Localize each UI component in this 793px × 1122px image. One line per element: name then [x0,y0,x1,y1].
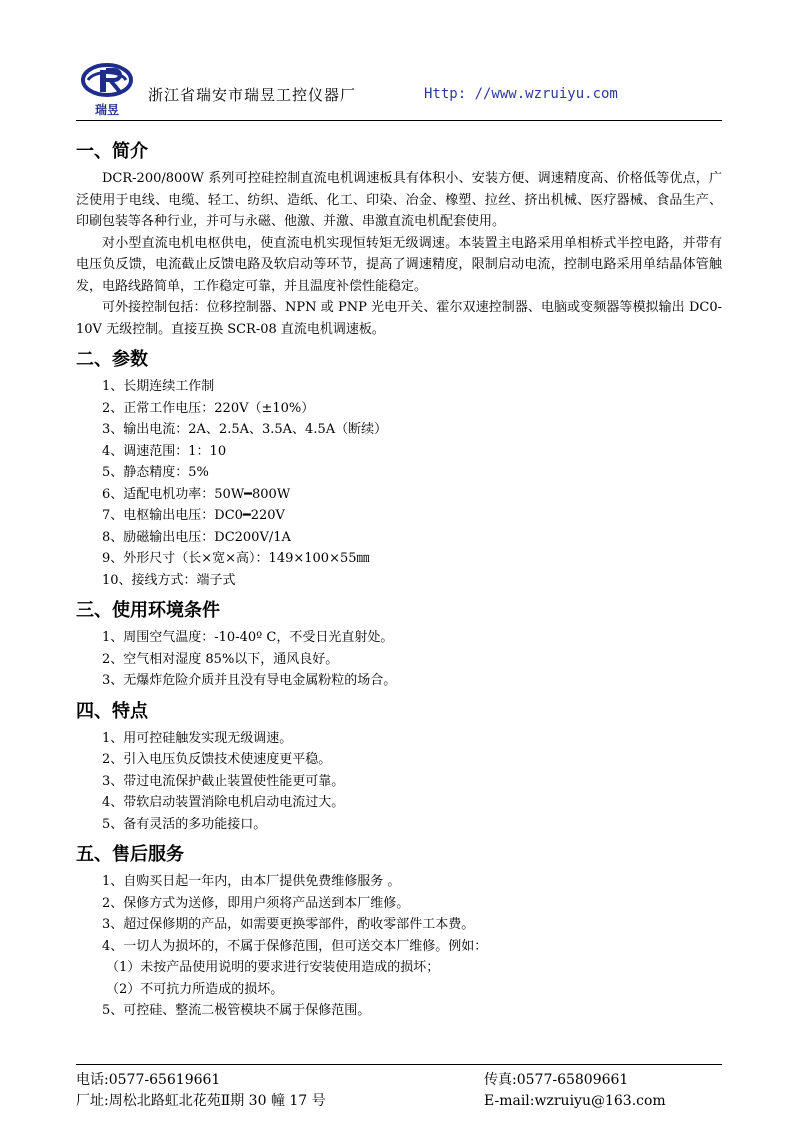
list-item: 10、接线方式：端子式 [102,572,236,588]
list-item: 3、超过保修期的产品，如需要更换零部件，酌收零部件工本费。 [102,917,475,932]
footer-divider [76,1064,722,1065]
section-title-service: 五、售后服务 [76,844,184,865]
list-item: 3、带过电流保护截止装置使性能更可靠。 [102,773,345,789]
footer-address: 厂址:周松北路虹北花苑Ⅱ期 30 幢 17 号 [76,1093,326,1109]
logo-text: 瑞昱 [94,103,120,117]
header-divider [76,120,722,121]
list-item: 4、一切人为损坏的，不属于保修范围，但可送交本厂维修。例如： [102,938,488,954]
list-item: 9、外形尺寸（长×宽×高）：149×100×55㎜ [102,551,370,566]
footer-fax: 传真:0577-65809661 [484,1072,629,1088]
service-list [76,871,722,1022]
intro-paragraph: DCR-200/800W 系列可控硅控制直流电机调速板具有体积小、安装方便、调速精度高、价格低等优点，广泛使用于电线、电缆、轻工、纺织、造纸、化工、印染、冶金、橡塑、拉丝、挤出机械、医疗器械、食品生产、印刷包装等各种行业，并可与永磁、他激、并激、串激直流电机配套使用。 [76,171,722,229]
intro-paragraph: 可外接控制包括：位移控制器、NPN 或 PNP 光电开关、霍尔双速控制器、电脑或变频器等模拟输出 DC0-10V 无级控制。直接互换 SCR-08 直流电机调速板。 [76,300,722,337]
list-item: 3、无爆炸危险介质并且没有导电金属粉粒的场合。 [102,673,397,688]
section-title-env: 三、使用环境条件 [76,600,220,621]
params-list [76,376,722,591]
list-item: （1）未按产品使用说明的要求进行安装使用造成的损坏； [106,960,440,975]
list-item: 1、用可控硅触发实现无级调速。 [102,730,293,746]
document-body [76,140,722,1022]
list-item: （2）不可抗力所造成的损坏。 [106,981,284,997]
section-title-intro: 一、简介 [76,141,148,162]
page-header [76,56,722,120]
list-item: 1、周围空气温度：-10-40º C，不受日光直射处。 [102,630,394,645]
section-title-params: 二、参数 [76,349,148,370]
list-item: 2、引入电压负反馈技术使速度更平稳。 [102,752,332,767]
features-list [76,728,722,836]
list-item: 4、调速范围：1：10 [102,443,227,459]
list-item: 6、适配电机功率：50W━800W [102,486,291,502]
list-item: 1、长期连续工作制 [102,379,215,394]
list-item: 5、备有灵活的多功能接口。 [102,816,267,832]
list-item: 5、静态精度：5% [102,465,209,480]
list-item: 8、励磁输出电压：DC200V/1A [102,529,291,545]
list-item: 2、正常工作电压：220V（±10%） [102,400,315,416]
footer-phone: 电话:0577-65619661 [76,1072,221,1088]
list-item: 1、自购买日起一年内，由本厂提供免费维修服务 。 [102,874,401,889]
list-item: 4、带软启动装置消除电机启动电流过大。 [102,795,345,810]
footer-email[interactable]: E-mail:wzruiyu@163.com [484,1093,666,1109]
env-list [76,627,722,692]
website-link[interactable]: Http: //www.wzruiyu.com [424,86,618,102]
list-item: 2、保修方式为送修，即用户须将产品送到本厂维修。 [102,895,410,911]
list-item: 2、空气相对湿度 85%以下，通风良好。 [102,651,339,667]
company-name: 浙江省瑞安市瑞昱工控仪器厂 [148,86,357,104]
intro-paragraph: 对小型直流电机电枢供电，使直流电机实现恒转矩无级调速。本装置主电路采用单相桥式半控电路，并带有电压负反馈，电流截止反馈电路及软启动等环节，提高了调速精度，限制启动电流，控制电路采用单结晶体管触发，电路线路简单，工作稳定可靠，并且温度补偿性能稳定。 [76,235,722,294]
list-item: 7、电枢输出电压：DC0━220V [102,508,285,523]
company-logo-icon [80,58,134,118]
list-item: 3、输出电流：2A、2.5A、3.5A、4.5A（断续） [102,422,388,437]
list-item: 5、可控硅、整流二极管模块不属于保修范围。 [102,1003,371,1018]
website-url [424,86,618,102]
section-title-features: 四、特点 [76,700,148,722]
